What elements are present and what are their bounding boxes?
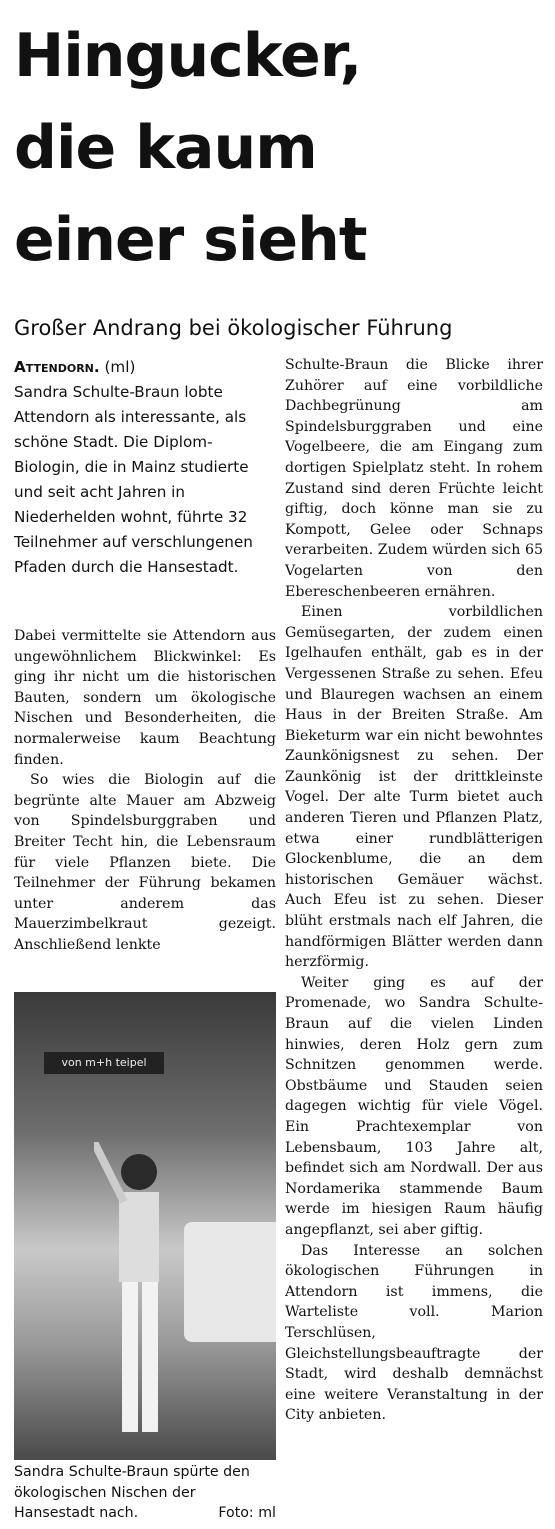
paragraph: Schulte-Braun die Blicke ihrer Zuhörer auf eine vorbildliche Dachbegrünung am Spindelsburggraben und eine Vogelbeere, die am Eingang zum dortigen Spielplatz steht. In rohem Zustand sind deren Früchte leicht giftig, doch könne man sie zu Kompott, Gelee oder Schnaps verarbeiten. Zudem würden sich 65 Vogelarten von den Ebereschenbeeren ernähren. (285, 357, 543, 600)
subheadline: Großer Andrang bei ökologischer Führung (14, 316, 453, 340)
photo-caption (14, 1462, 276, 1524)
person-figure (94, 1142, 174, 1442)
right-column (285, 355, 543, 1426)
headline-line-1: Hingucker, (14, 21, 362, 91)
dateline: Attendorn. (14, 358, 100, 376)
article-photo (14, 992, 276, 1460)
paragraph: Dabei vermittelte sie Attendorn aus ungewöhnlichem Blickwinkel: Es ging ihr nicht um die historischen Bauten, sondern um ökologische Nischen und Besonderheiten, die normalerweise kaum Beachtung finden. (14, 628, 276, 768)
headline-line-2: die kaum (14, 113, 317, 183)
headline (14, 10, 544, 286)
caption-text: Sandra Schulte-Braun spürte den ökologischen Nischen der Hansestadt nach. (14, 1464, 250, 1521)
car-shape (184, 1222, 276, 1342)
paragraph: So wies die Biologin auf die begrünte alte Mauer am Abzweig von Spindelsburggraben und Breiter Techt hin, die Lebensraum für viele Pflanzen biete. Die Teilnehmer der Führung bekamen unter anderem das Mauerzimbelkraut gezeigt. Anschließend lenkte (14, 772, 276, 953)
lead-text: Sandra Schulte-Braun lobte Attendorn als interessante, als schöne Stadt. Die Diplom-Biologin, die in Mainz studierte und seit acht Jahren in Niederhelden wohnt, führte 32 Teilnehmer auf verschlungenen Pfaden durch die Hansestadt. (14, 383, 253, 576)
paragraph: Das Interesse an solchen ökologischen Führungen in Attendorn ist immens, die Warteliste voll. Marion Terschlüsen, Gleichstellungsbeauftragte der Stadt, wird deshalb demnächst eine weitere Veranstaltung in der City anbieten. (285, 1242, 543, 1424)
headline-line-3: einer sieht (14, 205, 367, 275)
paragraph: Weiter ging es auf der Promenade, wo Sandra Schulte-Braun auf die vielen Linden hinwies, deren Holz gern zum Schnitzen genommen werde. Obstbäume und Stauden seien dagegen wichtig für viele Vögel. Ein Prachtexemplar von Lebensbaum, 103 Jahre alt, befindet sich am Nordwall. Der aus Nordamerika stammende Baum werde im hiesigen Raum häufig angepflanzt, sei aber giftig. (285, 974, 543, 1238)
left-column (14, 626, 276, 956)
author-tag: (ml) (104, 358, 136, 376)
lead-paragraph (14, 355, 269, 580)
shop-sign: von m+h teipel (44, 1052, 164, 1074)
paragraph: Einen vorbildlichen Gemüsegarten, der zudem einen Igelhaufen enthält, gab es in der Vergessenen Straße zu sehen. Efeu und Blauregen wachsen an einem Haus in der Breiten Straße. Am Bieketurm war ein nicht bewohntes Zaunkönigsnest zu sehen. Der Zaunkönig ist der drittkleinste Vogel. Der alte Turm bietet auch anderen Tieren und Pflanzen Platz, etwa einer rundblätterigen Glockenblume, die an dem historischen Gemäuer wächst. Auch Efeu ist zu sehen. Dieser blüht erstmals nach elf Jahren, die handförmigen Blätter werden dann herzförmig. (285, 604, 543, 971)
photo-credit: Foto: ml (218, 1505, 276, 1521)
